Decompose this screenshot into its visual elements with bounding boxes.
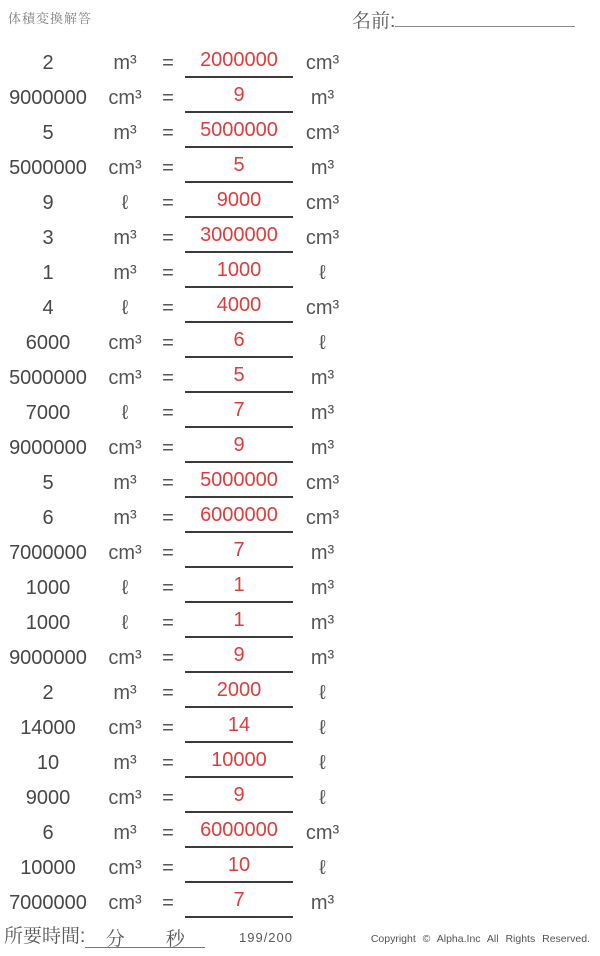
answer-blank: [185, 115, 293, 148]
answer-blank: [185, 535, 293, 568]
time-label: 所要時間:: [4, 926, 86, 947]
equals-sign: =: [162, 192, 174, 214]
given-value: 5: [42, 122, 54, 144]
answer-unit: cm³: [305, 227, 340, 249]
equals-sign: =: [162, 367, 174, 389]
given-unit: m³: [113, 122, 137, 144]
equals-sign: =: [162, 122, 174, 144]
conversion-row: [0, 183, 350, 218]
answer-blank: [185, 570, 293, 603]
equals-sign: =: [162, 717, 174, 739]
given-value: 6000: [25, 332, 71, 354]
answer-unit: m³: [310, 577, 335, 599]
answer-unit: ℓ: [319, 717, 326, 739]
answer-blank: [185, 640, 293, 673]
name-label: 名前:: [352, 11, 396, 32]
answer-unit: m³: [310, 87, 335, 109]
answer-value: 5000000: [200, 469, 278, 491]
answer-blank: [185, 885, 293, 918]
given-unit: m³: [113, 507, 137, 529]
problem-list: [0, 43, 350, 918]
conversion-row: [0, 288, 350, 323]
answer-value: 1: [233, 609, 245, 631]
equals-sign: =: [162, 787, 174, 809]
given-value: 9000000: [9, 87, 87, 109]
given-value: 9000: [25, 787, 71, 809]
equals-sign: =: [162, 472, 174, 494]
given-unit: m³: [113, 752, 137, 774]
given-unit: cm³: [108, 332, 142, 354]
answer-blank: [185, 185, 293, 218]
given-value: 3: [42, 227, 54, 249]
answer-value: 9000: [216, 189, 262, 211]
answer-blank: [185, 430, 293, 463]
given-unit: cm³: [108, 787, 142, 809]
equals-sign: =: [162, 752, 174, 774]
given-unit: ℓ: [121, 402, 129, 424]
answer-value: 6000000: [200, 504, 278, 526]
given-unit: cm³: [108, 367, 142, 389]
answer-unit: cm³: [305, 192, 340, 214]
answer-unit: m³: [310, 542, 335, 564]
conversion-row: [0, 323, 350, 358]
answer-unit: ℓ: [319, 787, 326, 809]
time-input-line[interactable]: [85, 924, 205, 948]
answer-value: 2000: [216, 679, 262, 701]
given-unit: ℓ: [121, 192, 129, 214]
answer-unit: cm³: [305, 507, 340, 529]
equals-sign: =: [162, 262, 174, 284]
given-value: 4: [42, 297, 54, 319]
answer-value: 9: [233, 784, 245, 806]
conversion-row: [0, 743, 350, 778]
conversion-row: [0, 813, 350, 848]
equals-sign: =: [162, 682, 174, 704]
answer-value: 10000: [211, 749, 267, 771]
answer-value: 9: [233, 644, 245, 666]
answer-unit: cm³: [305, 122, 340, 144]
answer-unit: cm³: [305, 297, 340, 319]
conversion-row: [0, 638, 350, 673]
given-value: 9000000: [9, 647, 87, 669]
page-number: 199/200: [239, 930, 293, 945]
answer-unit: cm³: [305, 472, 340, 494]
answer-value: 5000000: [200, 119, 278, 141]
answer-blank: [185, 220, 293, 253]
answer-blank: [185, 150, 293, 183]
answer-unit: m³: [310, 402, 335, 424]
given-value: 6: [42, 822, 54, 844]
equals-sign: =: [162, 157, 174, 179]
answer-blank: [185, 605, 293, 638]
given-unit: ℓ: [121, 577, 129, 599]
time-field: [4, 921, 205, 948]
answer-value: 9: [233, 434, 245, 456]
answer-unit: ℓ: [319, 332, 326, 354]
given-unit: m³: [113, 682, 137, 704]
given-unit: cm³: [108, 717, 142, 739]
equals-sign: =: [162, 402, 174, 424]
given-value: 10: [36, 752, 60, 774]
given-unit: m³: [113, 262, 137, 284]
given-unit: m³: [113, 822, 137, 844]
conversion-row: [0, 428, 350, 463]
conversion-row: [0, 43, 350, 78]
minutes-label: 分: [105, 929, 125, 950]
equals-sign: =: [162, 822, 174, 844]
conversion-row: [0, 568, 350, 603]
answer-unit: ℓ: [319, 262, 326, 284]
given-unit: cm³: [108, 437, 142, 459]
equals-sign: =: [162, 437, 174, 459]
answer-unit: m³: [310, 367, 335, 389]
equals-sign: =: [162, 332, 174, 354]
conversion-row: [0, 253, 350, 288]
answer-value: 6: [233, 329, 245, 351]
given-value: 2: [42, 682, 54, 704]
given-value: 9: [42, 192, 54, 214]
conversion-row: [0, 883, 350, 918]
given-unit: ℓ: [121, 297, 129, 319]
answer-value: 14: [227, 714, 251, 736]
answer-unit: ℓ: [319, 857, 326, 879]
conversion-row: [0, 358, 350, 393]
answer-blank: [185, 500, 293, 533]
conversion-row: [0, 778, 350, 813]
given-value: 7000000: [9, 542, 87, 564]
answer-value: 7: [233, 539, 245, 561]
given-unit: cm³: [108, 87, 142, 109]
given-value: 7000: [25, 402, 71, 424]
given-unit: ℓ: [121, 612, 129, 634]
given-unit: m³: [113, 472, 137, 494]
conversion-row: [0, 673, 350, 708]
answer-value: 7: [233, 889, 245, 911]
answer-blank: [185, 745, 293, 778]
answer-unit: m³: [310, 612, 335, 634]
answer-blank: [185, 465, 293, 498]
answer-blank: [185, 290, 293, 323]
conversion-row: [0, 533, 350, 568]
conversion-row: [0, 393, 350, 428]
equals-sign: =: [162, 542, 174, 564]
equals-sign: =: [162, 577, 174, 599]
conversion-row: [0, 78, 350, 113]
given-value: 9000000: [9, 437, 87, 459]
answer-blank: [185, 395, 293, 428]
equals-sign: =: [162, 857, 174, 879]
conversion-row: [0, 218, 350, 253]
conversion-row: [0, 708, 350, 743]
answer-value: 10: [227, 854, 251, 876]
answer-value: 9: [233, 84, 245, 106]
answer-blank: [185, 850, 293, 883]
equals-sign: =: [162, 507, 174, 529]
answer-blank: [185, 815, 293, 848]
given-value: 5000000: [9, 367, 87, 389]
answer-unit: ℓ: [319, 682, 326, 704]
given-value: 10000: [20, 857, 76, 879]
equals-sign: =: [162, 297, 174, 319]
given-unit: cm³: [108, 857, 142, 879]
given-value: 2: [42, 52, 54, 74]
given-unit: cm³: [108, 647, 142, 669]
answer-value: 4000: [216, 294, 262, 316]
given-value: 1: [42, 262, 54, 284]
answer-value: 3000000: [200, 224, 278, 246]
answer-unit: m³: [310, 892, 335, 914]
answer-value: 6000000: [200, 819, 278, 841]
answer-unit: cm³: [305, 52, 340, 74]
given-value: 14000: [20, 717, 76, 739]
answer-blank: [185, 325, 293, 358]
page-title: 体積変換解答: [8, 11, 93, 26]
answer-blank: [185, 675, 293, 708]
answer-blank: [185, 360, 293, 393]
answer-unit: m³: [310, 437, 335, 459]
conversion-row: [0, 848, 350, 883]
given-unit: cm³: [108, 157, 142, 179]
answer-blank: [185, 255, 293, 288]
answer-value: 2000000: [200, 49, 278, 71]
given-value: 5000000: [9, 157, 87, 179]
conversion-row: [0, 148, 350, 183]
answer-unit: cm³: [305, 822, 340, 844]
conversion-row: [0, 603, 350, 638]
given-unit: m³: [113, 52, 137, 74]
answer-value: 5: [233, 154, 245, 176]
equals-sign: =: [162, 892, 174, 914]
answer-value: 1: [233, 574, 245, 596]
seconds-label: 秒: [165, 929, 185, 950]
name-input-line[interactable]: [395, 6, 575, 27]
equals-sign: =: [162, 227, 174, 249]
equals-sign: =: [162, 52, 174, 74]
given-value: 5: [42, 472, 54, 494]
answer-blank: [185, 780, 293, 813]
equals-sign: =: [162, 87, 174, 109]
equals-sign: =: [162, 612, 174, 634]
copyright: Copyright © Alpha.Inc All Rights Reserved.: [370, 933, 590, 945]
given-value: 1000: [25, 577, 71, 599]
equals-sign: =: [162, 647, 174, 669]
answer-unit: m³: [310, 157, 335, 179]
answer-value: 5: [233, 364, 245, 386]
conversion-row: [0, 463, 350, 498]
answer-unit: ℓ: [319, 752, 326, 774]
given-value: 7000000: [9, 892, 87, 914]
given-value: 6: [42, 507, 54, 529]
answer-blank: [185, 710, 293, 743]
answer-blank: [185, 45, 293, 78]
conversion-row: [0, 498, 350, 533]
given-unit: m³: [113, 227, 137, 249]
given-unit: cm³: [108, 542, 142, 564]
given-unit: cm³: [108, 892, 142, 914]
answer-value: 7: [233, 399, 245, 421]
answer-value: 1000: [216, 259, 262, 281]
conversion-row: [0, 113, 350, 148]
answer-unit: m³: [310, 647, 335, 669]
answer-blank: [185, 80, 293, 113]
name-field: [352, 6, 575, 33]
given-value: 1000: [25, 612, 71, 634]
